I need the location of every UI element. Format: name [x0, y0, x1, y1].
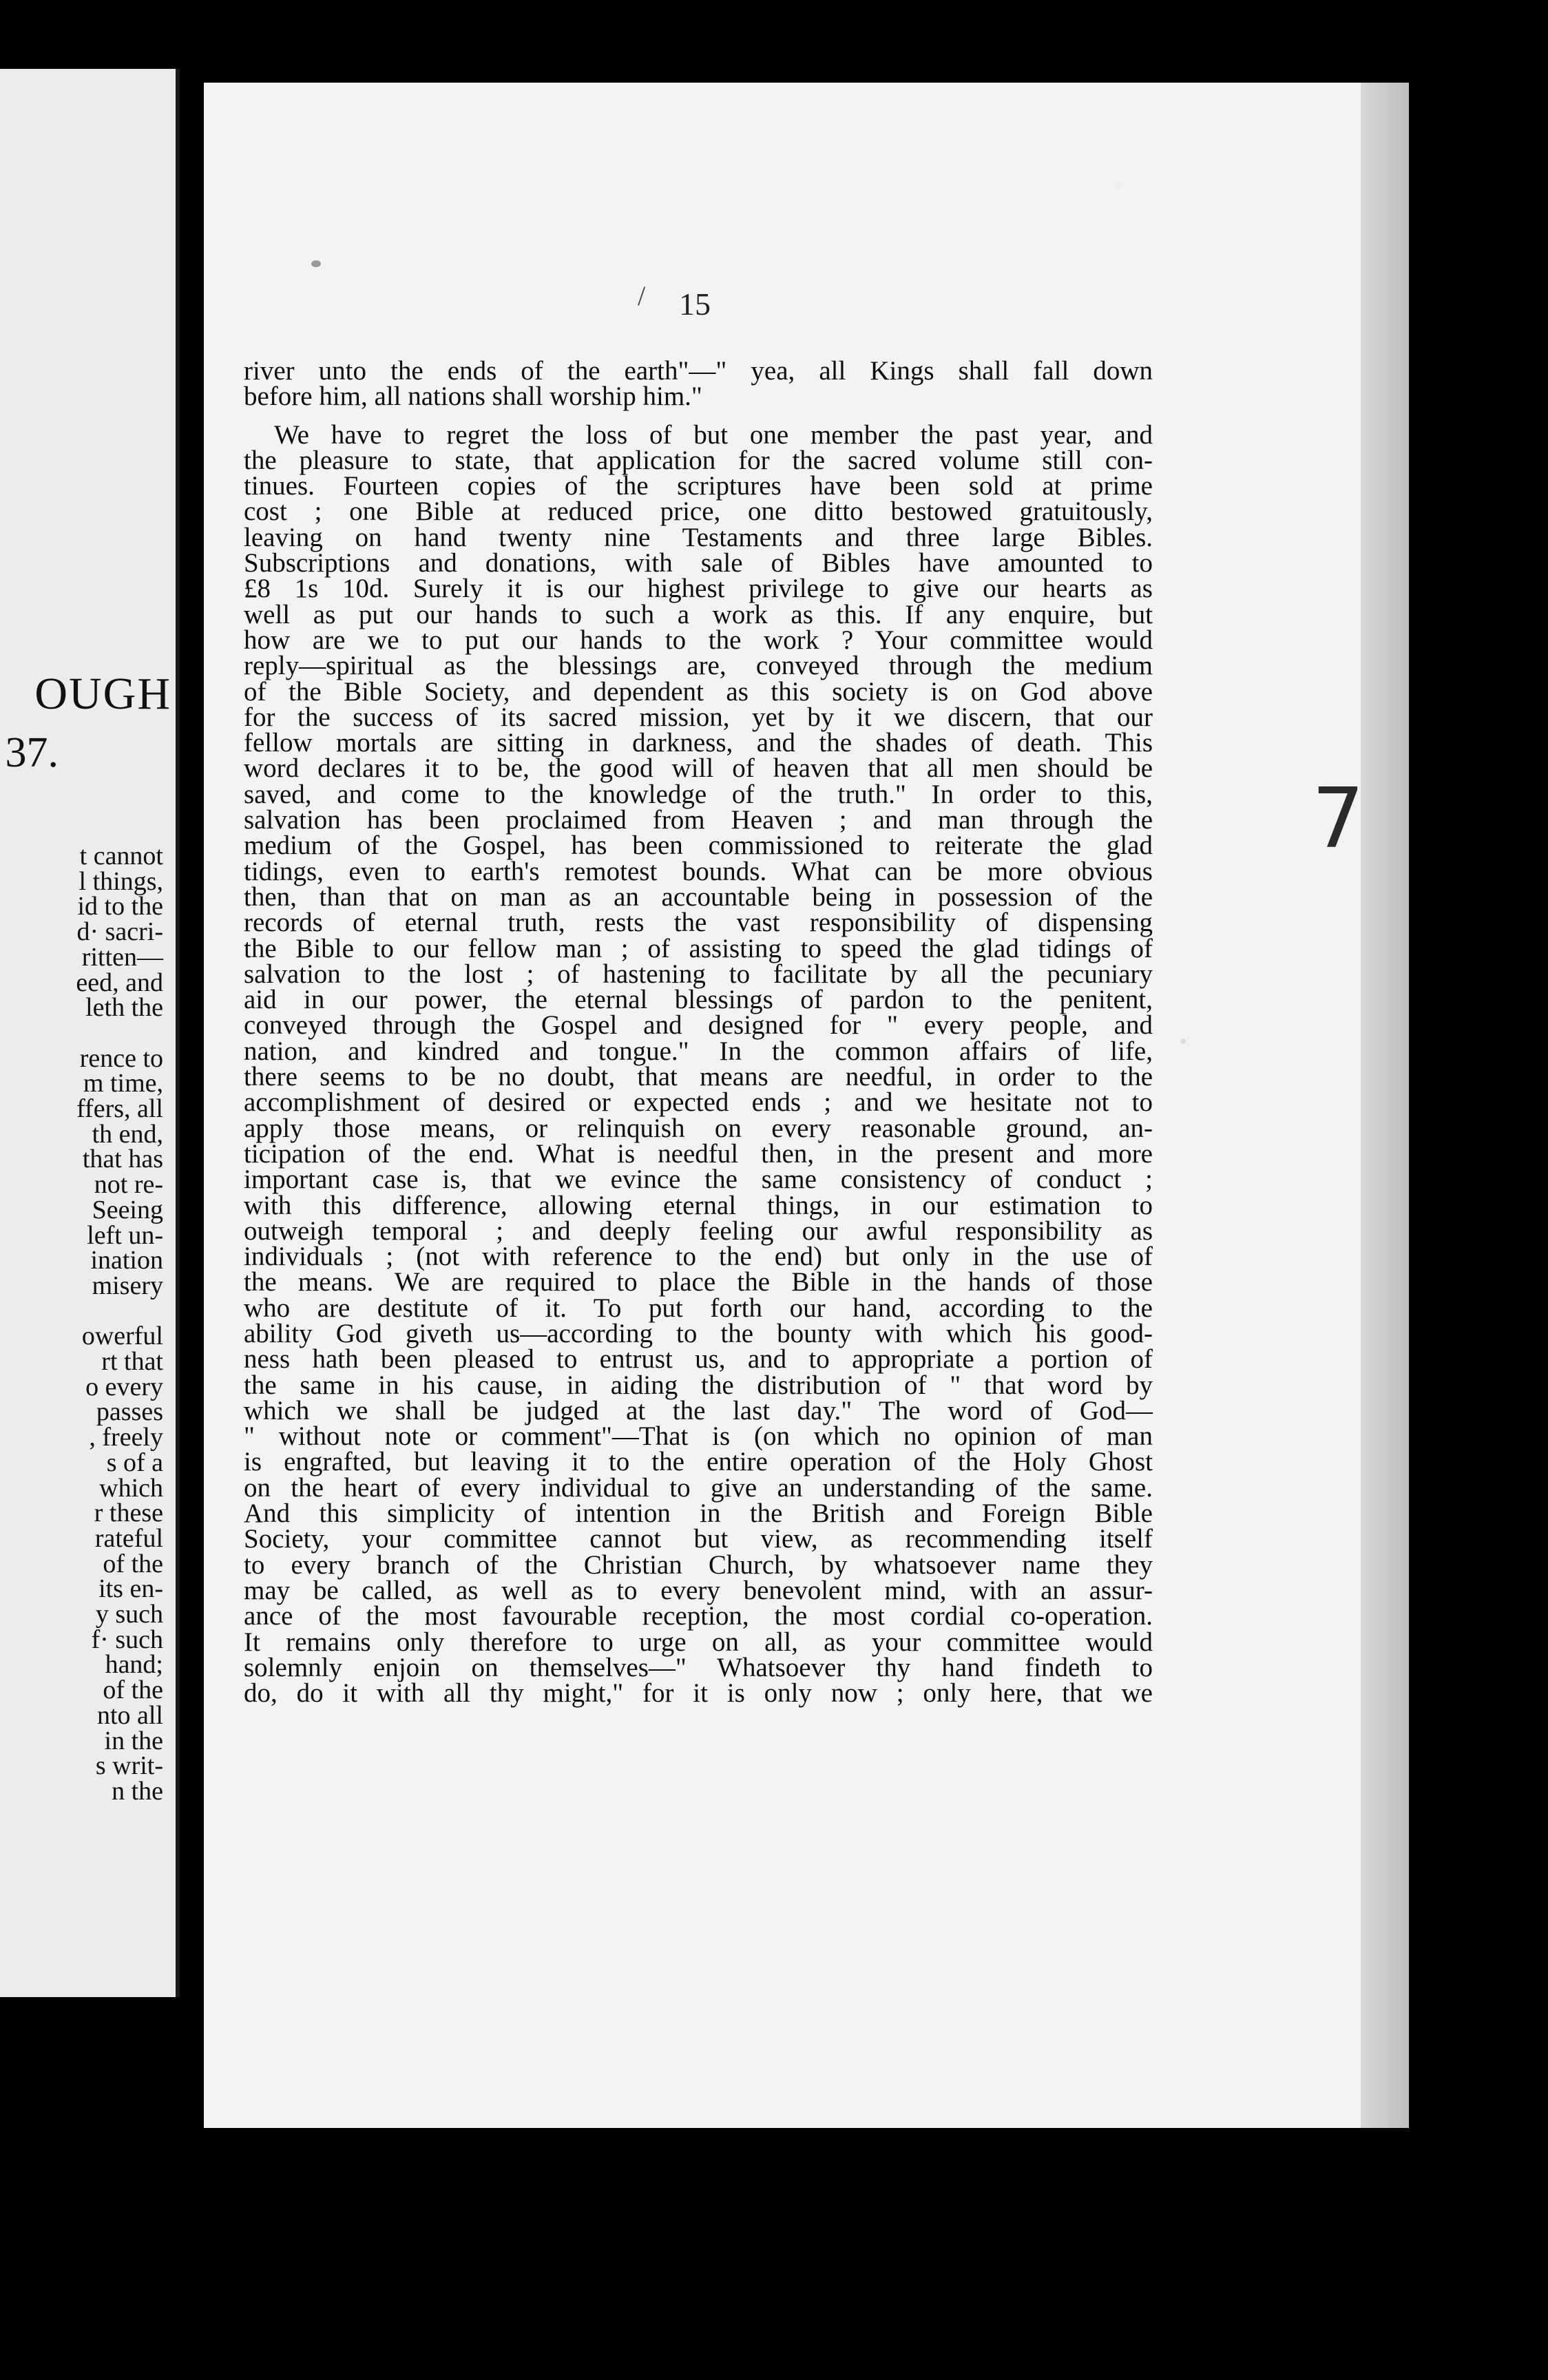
text-line: how are we to put our hands to the work ? Your committee would: [244, 625, 1153, 655]
text-line: £8 1s 10d. Surely it is our highest privilege to give our hearts as: [244, 574, 1153, 604]
left-page-line: ination: [90, 1246, 163, 1275]
text-line: solemnly enjoin on themselves—" Whatsoever thy hand findeth to: [244, 1652, 1153, 1682]
text-line: medium of the Gospel, has been commissioned to reiterate the glad: [244, 831, 1153, 861]
right-page-edge: [1361, 83, 1409, 2128]
text-line: Society, your committee cannot but view, as recommending itself: [244, 1524, 1153, 1554]
text-line: the means. We are required to place the Bible in the hands of those: [244, 1267, 1153, 1297]
left-page-line: hand;: [105, 1650, 163, 1680]
text-line: which we shall be judged at the last day." The word of God—: [244, 1395, 1153, 1426]
text-line: outweigh temporal ; and deeply feeling our awful responsibility as: [244, 1215, 1153, 1246]
text-line: do, do it with all thy might," for it is only now ; only here, that we: [244, 1678, 1153, 1709]
left-page-line: ritten—: [81, 942, 163, 972]
text-line: to every branch of the Christian Church, by whatsoever name they: [244, 1549, 1153, 1580]
text-line: " without note or comment"—That is (on which no opinion of man: [244, 1421, 1153, 1452]
text-line: apply those means, or relinquish on every reasonable ground, an-: [244, 1113, 1153, 1143]
left-page-line: which: [99, 1473, 163, 1503]
text-line: aid in our power, the eternal blessings of pardon to the penitent,: [244, 985, 1153, 1015]
left-page-line: f· such: [91, 1625, 163, 1654]
text-line: the pleasure to state, that application for the sacred volume still con-: [244, 445, 1153, 475]
left-page-line: th end,: [92, 1119, 163, 1149]
text-line: ability God giveth us—according to the bounty with which his good-: [244, 1318, 1153, 1348]
left-page-line: its en-: [98, 1574, 163, 1604]
left-page-line: in the: [104, 1726, 163, 1755]
text-line: accomplishment of desired or expected ends ; and we hesitate not to: [244, 1087, 1153, 1118]
text-line: then, than that on man as an accountable being in possession of the: [244, 881, 1153, 912]
left-page-line: m time,: [83, 1069, 163, 1098]
text-line: fellow mortals are sitting in darkness, and the shades of death. This: [244, 728, 1153, 758]
left-page-line: o every: [85, 1372, 163, 1401]
left-page-line: owerful: [81, 1322, 163, 1351]
left-page-line: d· sacri-: [76, 917, 163, 947]
left-page-line: rence to: [79, 1043, 163, 1073]
text-line: leaving on hand twenty nine Testaments and three large Bibles.: [244, 522, 1153, 552]
text-line: may be called, as well as to every benevolent mind, with an assur-: [244, 1575, 1153, 1605]
text-line: salvation has been proclaimed from Heaven ; and man through the: [244, 805, 1153, 835]
text-line: tinues. Fourteen copies of the scriptures have been sold at prime: [244, 471, 1153, 501]
left-page-line: nto all: [96, 1700, 163, 1730]
left-page-line: of the: [103, 1676, 163, 1705]
text-line: important case is, that we evince the same consistency of conduct ;: [244, 1165, 1153, 1195]
left-page-line: misery: [92, 1271, 163, 1300]
text-line: Subscriptions and donations, with sale of Bibles have amounted to: [244, 548, 1153, 578]
left-page-line: y such: [95, 1600, 163, 1629]
left-page-line: s writ-: [95, 1751, 163, 1781]
text-line: individuals ; (not with reference to the end) but only in the use of: [244, 1242, 1153, 1272]
scan-speck: [1180, 1038, 1186, 1044]
text-line: salvation to the lost ; of hastening to facilitate by all the pecuniary: [244, 959, 1153, 989]
text-line: there seems to be no doubt, that means are needful, in order to the: [244, 1062, 1153, 1092]
left-page-line: id to the: [77, 892, 163, 921]
scan-speck: [1116, 180, 1121, 190]
text-line: is engrafted, but leaving it to the entire operation of the Holy Ghost: [244, 1447, 1153, 1477]
left-page-line: n the: [112, 1776, 163, 1806]
left-page-line: rt that: [101, 1347, 163, 1376]
left-page-heading-fragment: OUGH: [34, 669, 171, 719]
text-line: records of eternal truth, rests the vast responsibility of dispensing: [244, 908, 1153, 938]
main-page: [204, 83, 1361, 2128]
text-line: saved, and come to the knowledge of the truth." In order to this,: [244, 779, 1153, 809]
left-page-line: left un-: [87, 1220, 163, 1250]
text-line: conveyed through the Gospel and designed for " every people, and: [244, 1010, 1153, 1041]
left-page-line: of the: [103, 1549, 163, 1578]
text-line: ticipation of the end. What is needful then, in the present and more: [244, 1138, 1153, 1169]
text-line: ance of the most favourable reception, the most cordial co-operation.: [244, 1601, 1153, 1631]
left-page-line: rateful: [94, 1523, 163, 1553]
text-line: the Bible to our fellow man ; of assisting to speed the glad tidings of: [244, 933, 1153, 963]
left-page-line: not re-: [94, 1170, 163, 1200]
left-page-line: , freely: [89, 1423, 163, 1452]
left-page-line: s of a: [106, 1448, 163, 1477]
left-page-line: Seeing: [92, 1195, 163, 1224]
text-line: well as put our hands to such a work as this. If any enquire, but: [244, 599, 1153, 629]
text-line: And this simplicity of intention in the British and Foreign Bible: [244, 1499, 1153, 1529]
text-line: who are destitute of it. To put forth our hand, according to the: [244, 1293, 1153, 1323]
left-page-line: that has: [82, 1145, 163, 1174]
left-page-line: passes: [96, 1397, 163, 1427]
text-line: We have to regret the loss of but one member the past year, and: [274, 419, 1153, 450]
left-page-line: ffers, all: [76, 1094, 163, 1123]
left-page-line: r these: [94, 1499, 163, 1528]
left-page-line: l things,: [79, 866, 163, 896]
left-page-line: t cannot: [79, 842, 163, 870]
left-page-year-fragment: 37.: [5, 729, 59, 776]
left-page-line: eed, and: [76, 968, 163, 997]
text-line: of the Bible Society, and dependent as this society is on God above: [244, 676, 1153, 707]
body-text: [244, 356, 1153, 1709]
text-line: ness hath been pleased to entrust us, and to appropriate a portion of: [244, 1344, 1153, 1375]
text-line: before him, all nations shall worship him.": [244, 382, 702, 412]
text-line: reply—spiritual as the blessings are, conveyed through the medium: [244, 651, 1153, 681]
left-facing-page: [0, 69, 180, 1997]
text-line: It remains only therefore to urge on all, as your committee would: [244, 1627, 1153, 1657]
pencil-slash-mark: /: [638, 280, 646, 311]
pencil-margin-mark: 7: [1312, 771, 1365, 867]
text-line: on the heart of every individual to give an understanding of the same.: [244, 1472, 1153, 1503]
page-number: 15: [679, 286, 711, 322]
text-line: with this difference, allowing eternal things, in our estimation to: [244, 1190, 1153, 1220]
text-line: tidings, even to earth's remotest bounds. What can be more obvious: [244, 856, 1153, 886]
text-line: for the success of its sacred mission, yet by it we discern, that our: [244, 702, 1153, 732]
scan-speck: [311, 260, 321, 267]
text-line: river unto the ends of the earth"—" yea, all Kings shall fall down: [244, 356, 1153, 386]
text-line: the same in his cause, in aiding the distribution of " that word by: [244, 1370, 1153, 1400]
left-page-line: leth the: [85, 993, 163, 1023]
text-line: nation, and kindred and tongue." In the common affairs of life,: [244, 1036, 1153, 1066]
text-line: cost ; one Bible at reduced price, one ditto bestowed gratuitously,: [244, 497, 1153, 527]
text-line: word declares it to be, the good will of heaven that all men should be: [244, 753, 1153, 784]
